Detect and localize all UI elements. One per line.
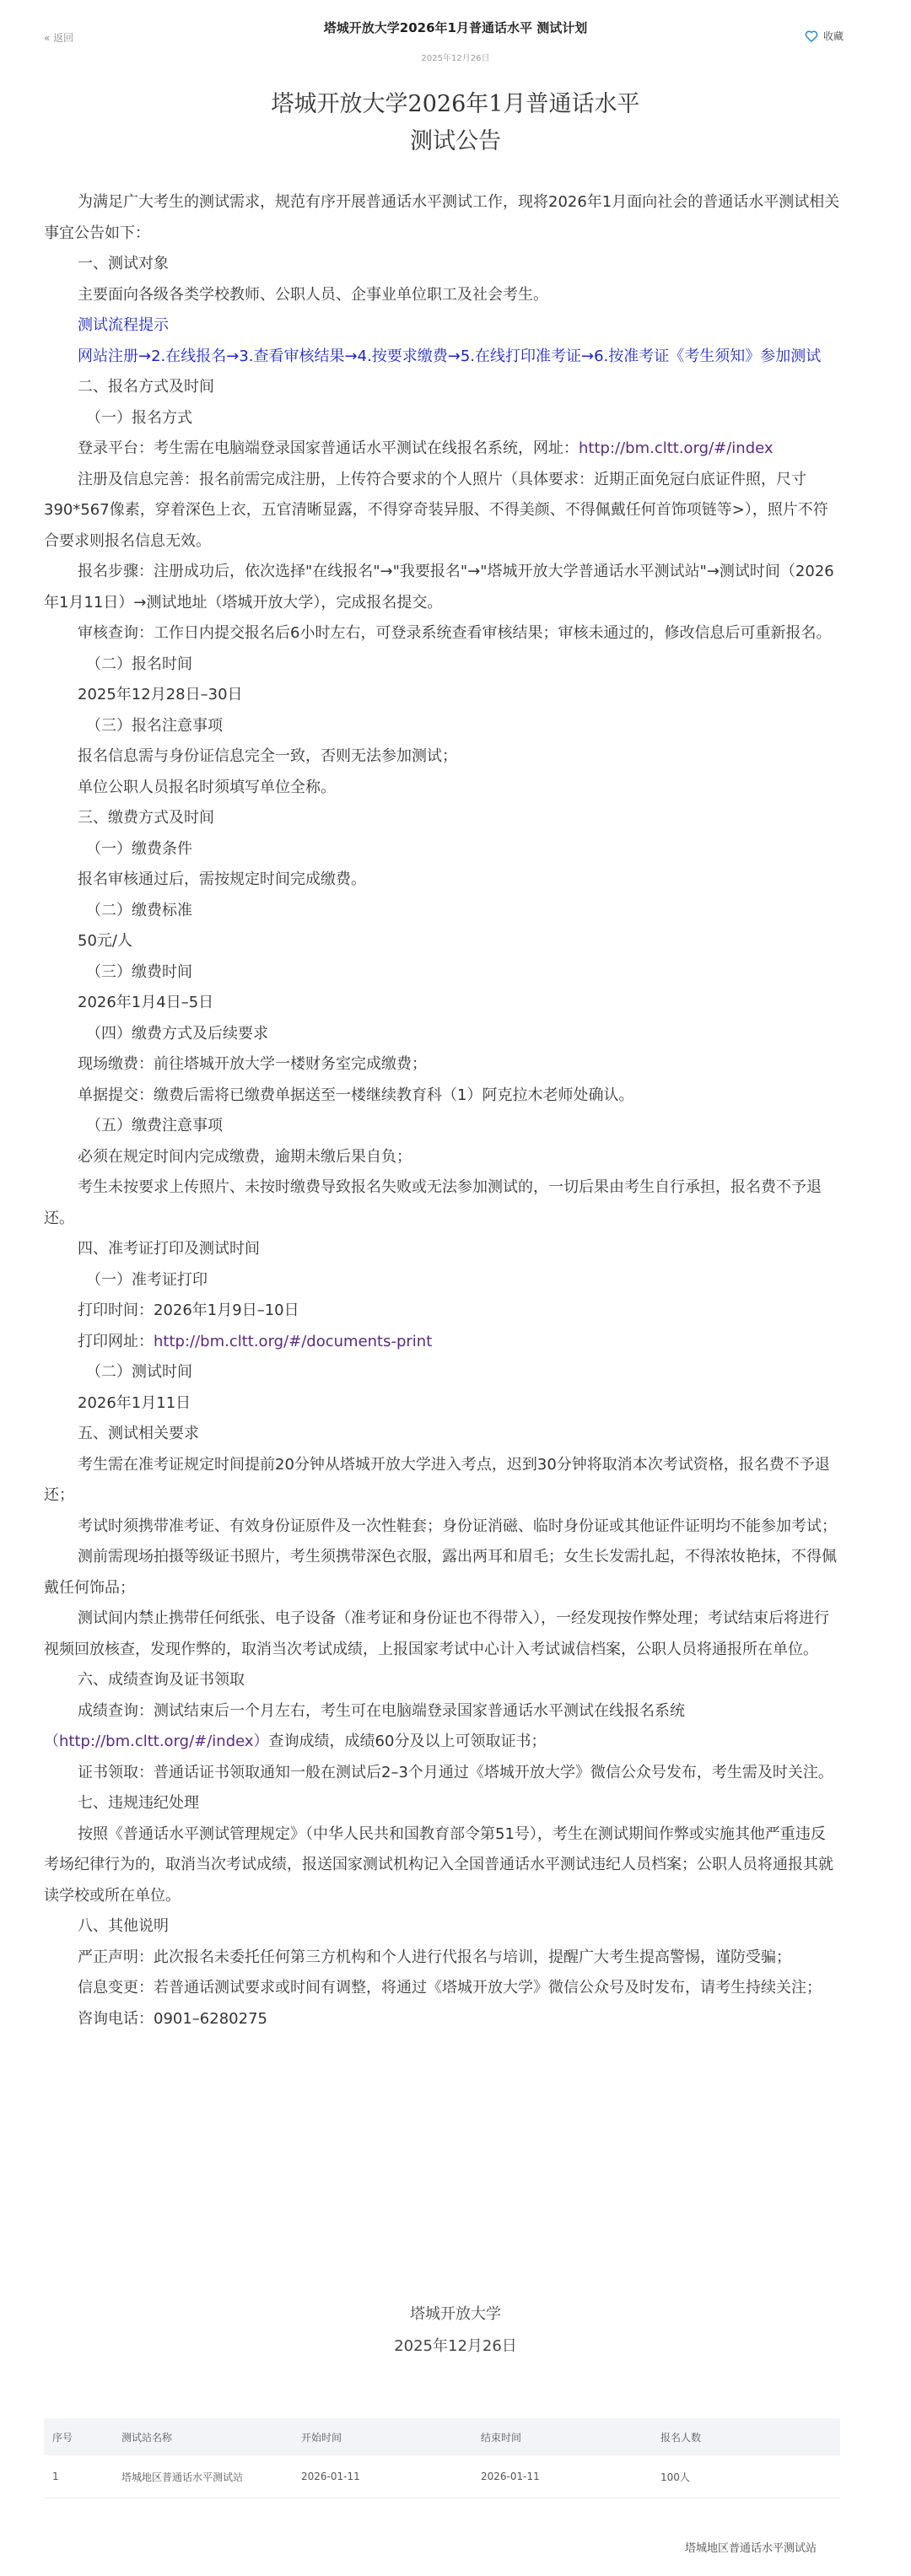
paragraph — [44, 1327, 840, 1358]
section-heading: 八、其他说明 — [78, 1917, 169, 1935]
section-heading: 四、准考证打印及测试时间 — [78, 1240, 260, 1258]
page-title: 塔城开放大学2026年1月普通话水平 测试计划 — [323, 20, 588, 35]
text: 登录平台：考生需在电脑端登录国家普通话水平测试在线报名系统，网址： — [78, 439, 579, 457]
signature-org: 塔城开放大学 — [410, 2305, 501, 2323]
paragraph: 打印时间：2026年1月9日–10日 — [78, 1301, 299, 1319]
table-cell: 100人 — [660, 2471, 690, 2483]
section-heading: 五、测试相关要求 — [78, 1425, 199, 1442]
paragraph: 2025年12月28日–30日 — [78, 686, 243, 703]
table-cell: 2026-01-11 — [481, 2471, 540, 2482]
section-heading: 二、报名方式及时间 — [78, 378, 214, 396]
subsection-heading: （五）缴费注意事项 — [86, 1117, 223, 1134]
heart-icon — [805, 30, 818, 42]
top-bar — [0, 0, 911, 67]
paragraph: 2026年1月11日 — [78, 1393, 191, 1412]
flow-steps: 网站注册→2.在线报名→3.查看审核结果→4.按要求缴费→5.在线打印准考证→6.按准考证《考生须知》参加测试 — [78, 347, 822, 365]
section-heading: 一、测试对象 — [78, 255, 169, 272]
table-cell: 1 — [52, 2471, 59, 2482]
paragraph: 报名步骤：注册成功后，依次选择"在线报名"→"我要报名"→"塔城开放大学普通话水平测试站"→测试时间（2026年1月11日）→测试地址（塔城开放大学），完成报名提交。 — [44, 563, 834, 612]
subsection-heading: （三）缴费时间 — [86, 962, 192, 981]
subsection-heading: （二）报名时间 — [86, 655, 192, 673]
paragraph: 必须在规定时间内完成缴费，逾期未缴后果自负； — [78, 1147, 412, 1166]
section-heading: 三、缴费方式及时间 — [78, 809, 214, 827]
footer-station-name: 塔城地区普通话水平测试站 — [684, 2542, 817, 2555]
signature-date: 2025年12月26日 — [394, 2337, 517, 2355]
favorite-label: 收藏 — [822, 30, 844, 42]
article-headline — [0, 86, 911, 160]
intro-paragraph: 为满足广大考生的测试需求，规范有序开展普通话水平测试工作，现将2026年1月面向社会的普通话水平测试相关事宜公告如下： — [44, 193, 840, 242]
print-link[interactable]: http://bm.cltt.org/#/documents-print — [154, 1332, 433, 1350]
table-header — [44, 2418, 840, 2455]
paragraph: 单据提交：缴费后需将已缴费单据送至一楼继续教育科（1）阿克拉木老师处确认。 — [78, 1086, 634, 1104]
paragraph: 报名审核通过后，需按规定时间完成缴费。 — [78, 870, 366, 888]
subsection-heading: （三）报名注意事项 — [86, 716, 223, 735]
paragraph: 现场缴费：前往塔城开放大学一楼财务室完成缴费； — [78, 1055, 427, 1073]
favorite-button[interactable] — [805, 29, 844, 43]
paragraph: 考试时须携带准考证、有效身份证原件及一次性鞋套；身份证消磁、临时身份证或其他证件证明均不能参加考试； — [78, 1517, 837, 1535]
paragraph: 证书领取：普通话证书领取通知一般在测试后2–3个月通过《塔城开放大学》微信公众号发布，考生需及时关注。 — [78, 1763, 833, 1781]
flow-title: 测试流程提示 — [78, 316, 169, 334]
subsection-heading: （二）测试时间 — [86, 1363, 192, 1381]
text: 打印网址： — [78, 1332, 154, 1350]
subsection-heading: （一）报名方式 — [86, 408, 192, 427]
column-header: 测试站名称 — [121, 2431, 173, 2444]
paragraph: 注册及信息完善：报名前需完成注册，上传符合要求的个人照片（具体要求：近期正面免冠白底证件照，尺寸390*567像素，穿着深色上衣，五官清晰显露，不得穿奇装异服、不得美颜、不得佩戴任何首饰项链等>），照片不符合要求则报名信息无效。 — [44, 470, 828, 550]
paragraph: 测试间内禁止携带任何纸张、电子设备（准考证和身份证也不得带入），一经发现按作弊处理；考试结束后将进行视频回放核查，发现作弊的，取消当次考试成绩，上报国家考试中心计入考试诚信档案，公职人员将通报所在单位。 — [44, 1609, 829, 1658]
back-link[interactable]: « 返回 — [44, 32, 74, 44]
station-table — [44, 2418, 840, 2498]
publish-date: 2025年12月26日 — [421, 54, 490, 63]
contact-phone: 咨询电话：0901–6280275 — [78, 2009, 267, 2028]
column-header: 开始时间 — [301, 2431, 342, 2444]
article-body — [44, 187, 840, 2034]
paragraph: 按照《普通话水平测试管理规定》（中华人民共和国教育部令第51号），考生在测试期间作弊或实施其他严重违反考场纪律行为的，取消当次考试成绩，报送国家测试机构记入全国普通话水平测试违纪人员档案；公职人员将通报其就读学校或所在单位。 — [44, 1824, 833, 1905]
table-row[interactable] — [44, 2455, 840, 2498]
headline-line2: 测试公告 — [410, 128, 501, 154]
paragraph: 测前需现场拍摄等级证书照片，考生须携带深色衣服，露出两耳和眉毛；女生长发需扎起，不得浓妆艳抹，不得佩戴任何饰品； — [44, 1548, 837, 1597]
subsection-heading: （二）缴费标准 — [86, 901, 192, 919]
paragraph: 主要面向各级各类学校教师、公职人员、企事业单位职工及社会考生。 — [78, 285, 548, 304]
registration-link[interactable]: http://bm.cltt.org/#/index — [579, 439, 774, 457]
section-heading: 七、违规违纪处理 — [78, 1794, 199, 1812]
section-heading: 六、成绩查询及证书领取 — [78, 1671, 245, 1689]
column-header: 结束时间 — [481, 2431, 522, 2444]
text: 查询成绩，成绩60分及以上可领取证书； — [268, 1733, 547, 1750]
subsection-heading: （一）准考证打印 — [86, 1270, 208, 1289]
column-header: 序号 — [52, 2431, 73, 2444]
paragraph: 2026年1月4日–5日 — [78, 994, 214, 1011]
paragraph: 审核查询：工作日内提交报名后6小时左右，可登录系统查看审核结果；审核未通过的，修改信息后可重新报名。 — [78, 624, 832, 642]
paragraph: 单位公职人员报名时须填写单位全称。 — [78, 778, 336, 796]
paragraph: 严正声明：此次报名未委托任何第三方机构和个人进行代报名与培训，提醒广大考生提高警惕，谨防受骗； — [78, 1948, 791, 1966]
paragraph: 考生未按要求上传照片、未按时缴费导致报名失败或无法参加测试的，一切后果由考生自行承担，报名费不予退还。 — [44, 1178, 822, 1227]
column-header: 报名人数 — [660, 2431, 702, 2444]
score-link[interactable]: （http://bm.cltt.org/#/index） — [44, 1733, 269, 1750]
paragraph — [44, 1696, 840, 1758]
paragraph: 信息变更：若普通话测试要求或时间有调整，将通过《塔城开放大学》微信公众号及时发布，请考生持续关注； — [78, 1979, 822, 1997]
paragraph: 50元/人 — [78, 932, 132, 950]
subsection-heading: （一）缴费条件 — [86, 839, 192, 858]
paragraph: 考生需在准考证规定时间提前20分钟从塔城开放大学进入考点，迟到30分钟将取消本次考试资格，报名费不予退还； — [44, 1455, 830, 1504]
paragraph — [44, 434, 840, 465]
table-cell: 塔城地区普通话水平测试站 — [121, 2471, 244, 2483]
paragraph: 报名信息需与身份证信息完全一致，否则无法参加测试； — [78, 747, 457, 765]
text: 成绩查询：测试结束后一个月左右，考生可在电脑端登录国家普通话水平测试在线报名系统 — [78, 1701, 685, 1720]
subsection-heading: （四）缴费方式及后续要求 — [86, 1024, 268, 1043]
table-cell: 2026-01-11 — [301, 2471, 360, 2482]
headline-line1: 塔城开放大学2026年1月普通话水平 — [271, 91, 640, 117]
